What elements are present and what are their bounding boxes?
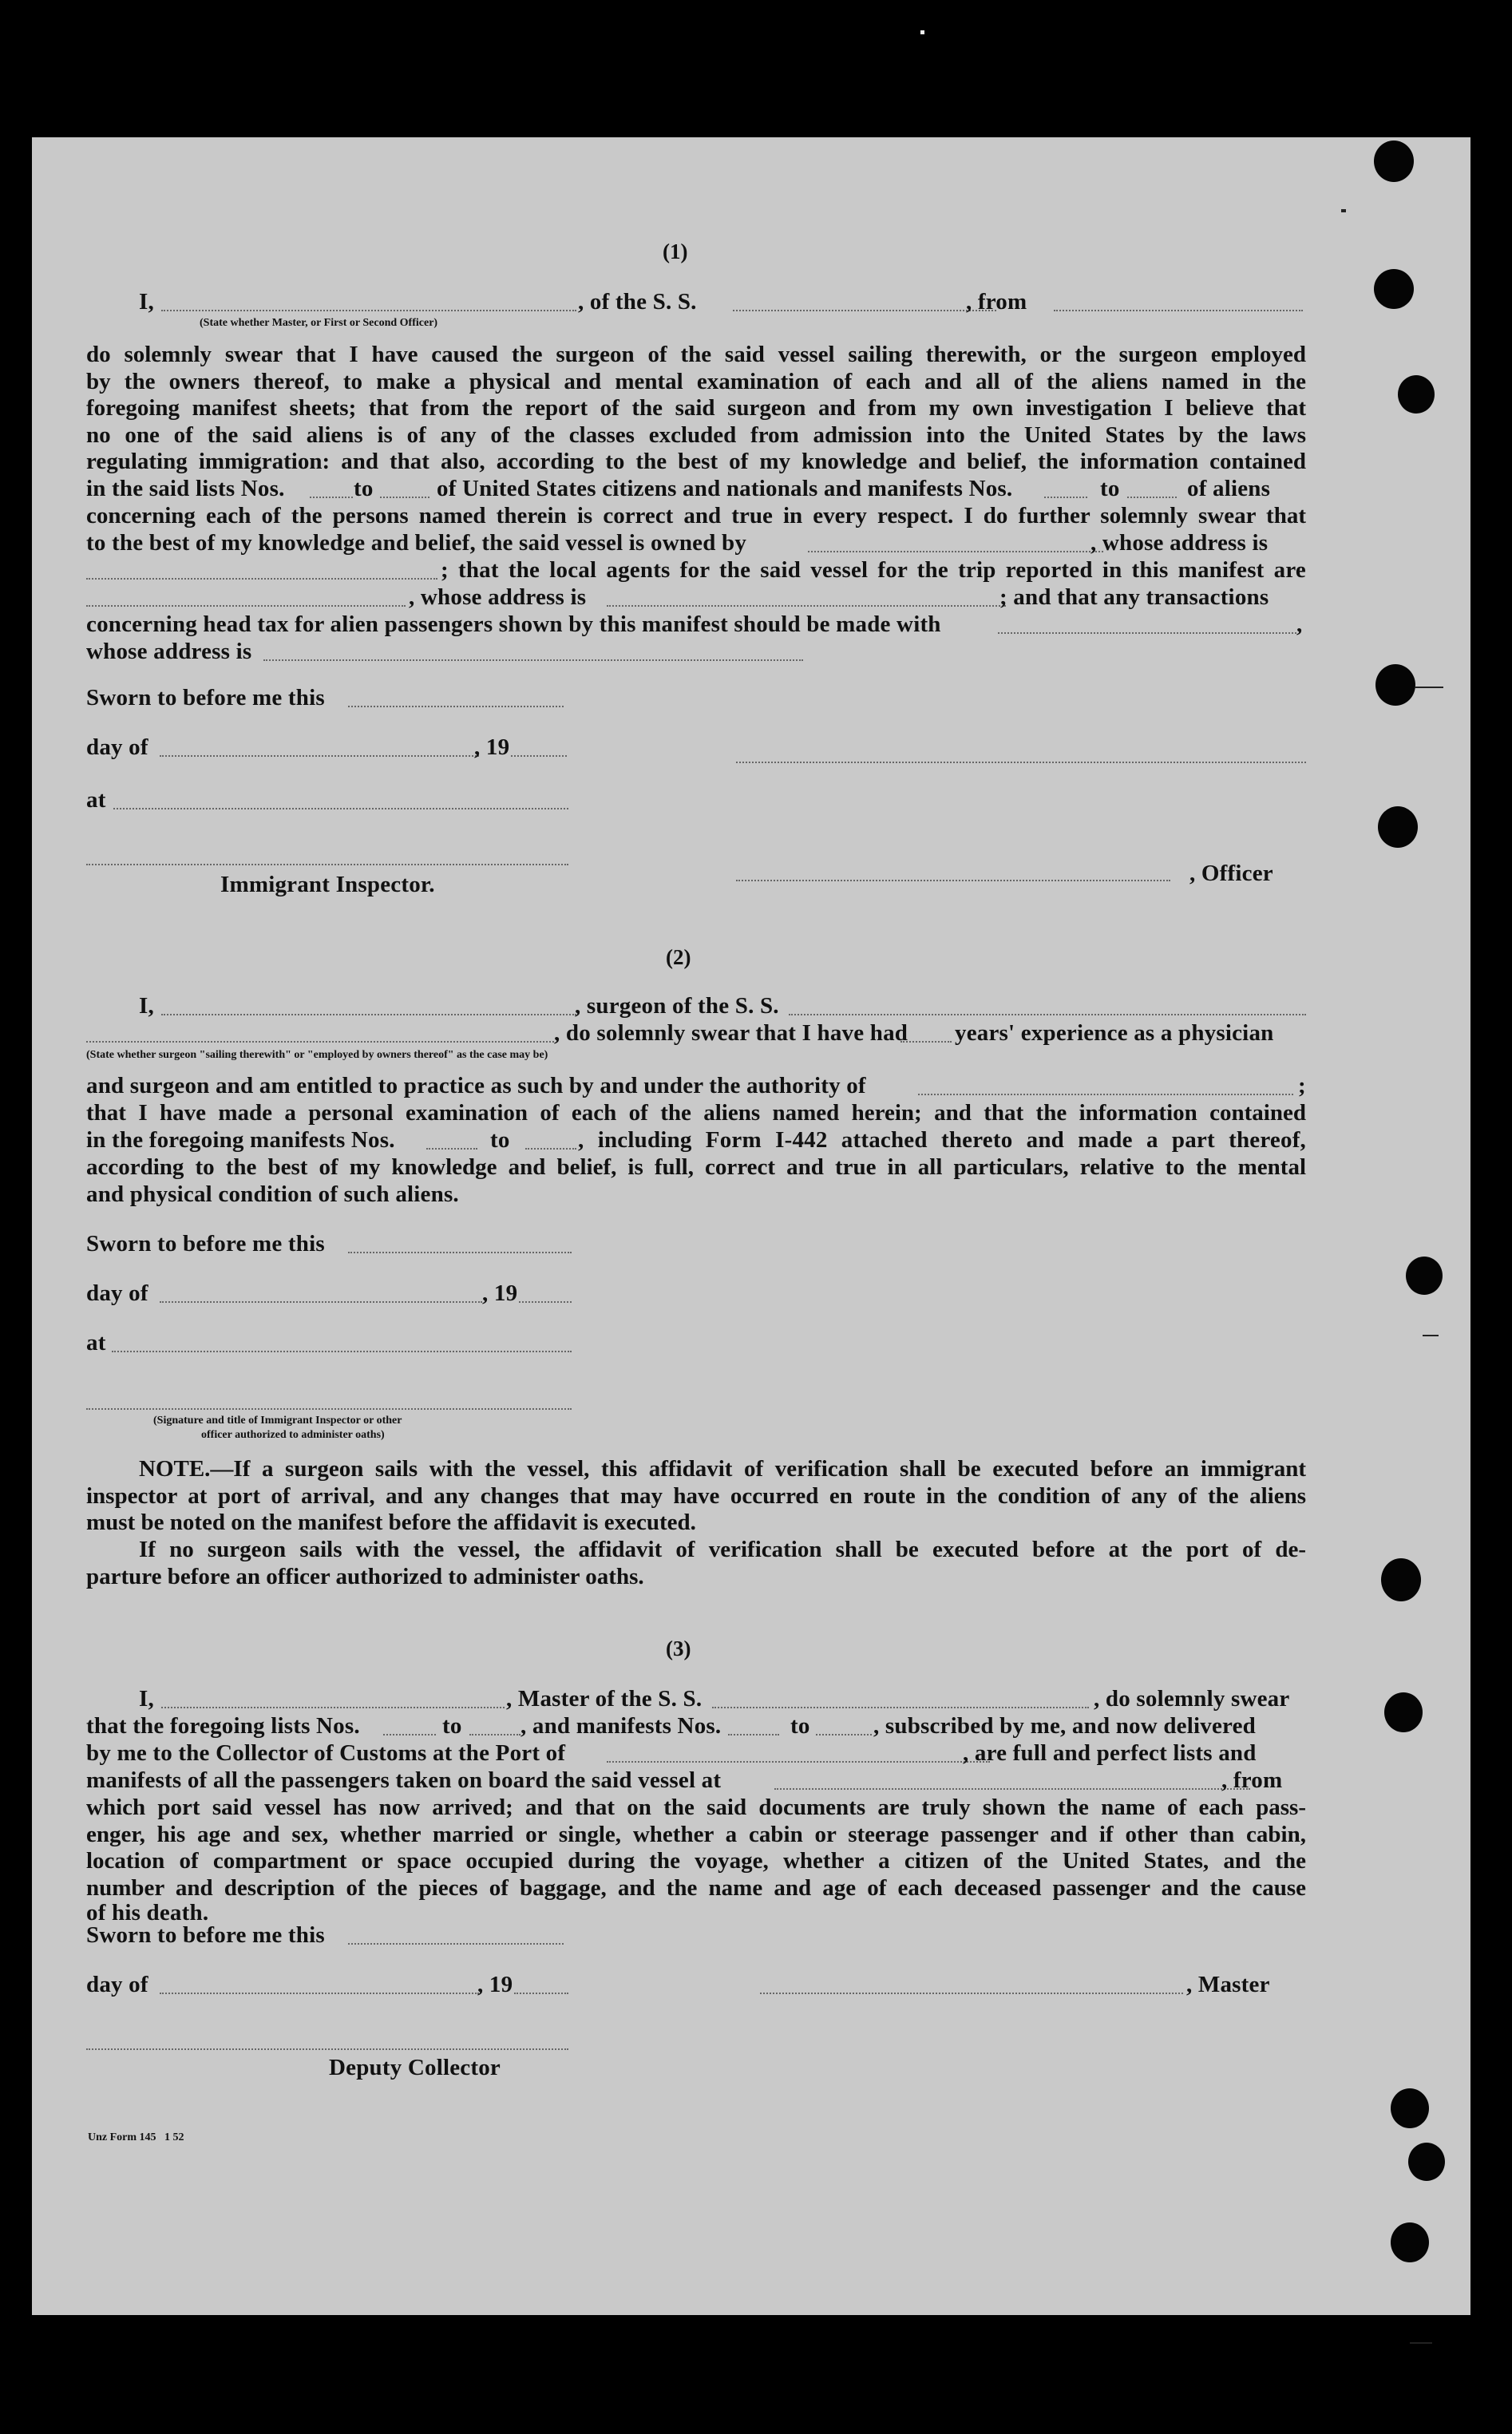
s3-l2a: that the foregoing lists Nos. xyxy=(86,1713,360,1739)
s3-para-line: enger, his age and sex, whether married or single, whether a cabin or steerage passenger and if other than cabin, xyxy=(86,1821,1306,1847)
s2-note-line: parture before an officer authorized to administer oaths. xyxy=(86,1563,644,1589)
s2-year-line xyxy=(519,1301,572,1303)
s1-at-line xyxy=(113,808,568,809)
s2-according xyxy=(86,1154,1306,1181)
binder-hole xyxy=(1391,2222,1429,2262)
s3-port-line xyxy=(607,1761,990,1763)
s3-para-last: of his death. xyxy=(86,1900,209,1925)
s2-manifests-a: in the foregoing manifests Nos. xyxy=(86,1127,395,1153)
s1-from: , from xyxy=(966,289,1027,315)
s2-surgeon-note: (State whether surgeon "sailing therewith" or "employed by owners thereof" as the case may be) xyxy=(86,1049,548,1061)
s1-lists-from-line xyxy=(310,497,353,498)
s1-inspector-line xyxy=(86,864,568,865)
s1-manifests-from-line xyxy=(1044,497,1087,498)
s1-para-line: by the owners thereof, to make a physical and mental examination of each and all of the aliens named in the xyxy=(86,368,1306,394)
s3-master: , Master of the S. S. xyxy=(506,1686,703,1712)
s2-authority: and surgeon and am entitled to practice as such by and under the authority of xyxy=(86,1073,866,1098)
s3-deputy: Deputy Collector xyxy=(329,2055,501,2080)
binder-hole xyxy=(1391,2088,1429,2128)
s1-lists-e: of aliens xyxy=(1187,476,1271,501)
s1-agents: ; that the local agents for the said vessel for the trip reported in this manifest are xyxy=(441,557,1306,583)
s1-concerning xyxy=(86,503,1306,530)
s3-name-line xyxy=(161,1707,505,1708)
s2-19: , 19 xyxy=(482,1280,518,1306)
s1-para-line: foregoing manifest sheets; that from the report of the said surgeon and from my own investigation I believe that xyxy=(86,395,1306,421)
s2-at: at xyxy=(86,1330,106,1356)
s1-at: at xyxy=(86,787,106,813)
s2-i: I, xyxy=(139,993,154,1019)
s2-note-2 xyxy=(86,1537,1306,1590)
s2-authority-semi: ; xyxy=(1298,1073,1306,1098)
s1-officer: , Officer xyxy=(1189,861,1273,886)
s3-lists-to-line xyxy=(469,1734,520,1735)
binder-hole xyxy=(1378,806,1418,848)
s1-of-ss: , of the S. S. xyxy=(578,289,697,315)
s2-note-line: must be noted on the manifest before the affidavit is executed. xyxy=(86,1510,696,1535)
s1-owner-address-line xyxy=(86,578,437,580)
binder-hole xyxy=(1374,140,1414,182)
scan-speck xyxy=(1410,2342,1432,2344)
s1-from-line xyxy=(1054,310,1303,311)
s1-headtax: concerning head tax for alien passengers shown by this manifest should be made with xyxy=(86,611,941,637)
s3-l3b: , are full and perfect lists and xyxy=(963,1740,1257,1766)
s2-note-line: NOTE.—If a surgeon sails with the vessel, this affidavit of verification shall be executed before an immigrant xyxy=(139,1456,1306,1482)
s3-para-line: location of compartment or space occupied during the voyage, whether a citizen of the United States, and the xyxy=(86,1848,1306,1874)
s3-swear: , do solemnly swear xyxy=(1094,1686,1290,1712)
s3-day-line xyxy=(160,1993,479,1994)
section-2-heading: (2) xyxy=(666,945,691,969)
s2-years: years' experience as a physician xyxy=(955,1020,1274,1046)
s3-para-line: number and description of the pieces of baggage, and the name and age of each deceased passenger and the cause xyxy=(86,1874,1306,1901)
s1-lists-to-line xyxy=(380,497,429,498)
s2-physical: and physical condition of such aliens. xyxy=(86,1181,459,1207)
s1-agent-address-line xyxy=(607,605,1006,607)
s1-manifests-to-line xyxy=(1127,497,1177,498)
s2-manifests-from-line xyxy=(426,1148,477,1150)
s2-note-1 xyxy=(86,1456,1306,1537)
s3-19: , 19 xyxy=(477,1972,513,1997)
s1-lists-c: of United States citizens and nationals and manifests Nos. xyxy=(437,476,1013,501)
s3-dayof: day of xyxy=(86,1972,148,1997)
scan-speck xyxy=(1423,1335,1439,1336)
s1-owned-b: , whose address is xyxy=(1090,530,1269,556)
s1-signature-line xyxy=(736,762,1306,763)
s1-whose-a: , whose address is xyxy=(409,584,587,610)
s1-sworn: Sworn to before me this xyxy=(86,685,325,710)
s1-headtax-comma: , xyxy=(1296,611,1303,637)
binder-hole xyxy=(1406,1257,1443,1295)
s1-lists-b: to xyxy=(354,476,374,501)
s3-vessel-line xyxy=(712,1707,1089,1708)
scan-speck xyxy=(920,30,924,34)
s3-l4a: manifests of all the passengers taken on board the said vessel at xyxy=(86,1767,722,1793)
s3-l2c: , and manifests Nos. xyxy=(520,1713,722,1739)
s3-boarded-at-line xyxy=(774,1788,1250,1790)
s3-l4b: , from xyxy=(1221,1767,1283,1793)
s1-year-line xyxy=(511,755,567,757)
s3-manifests-to-line xyxy=(816,1734,872,1735)
s1-para-line: no one of the said aliens is of any of the classes excluded from admission into the United States by the laws xyxy=(86,421,1306,448)
s3-l2d: to xyxy=(790,1713,810,1739)
s1-officer-name-line xyxy=(161,310,576,311)
s3-l3a: by me to the Collector of Customs at the Port of xyxy=(86,1740,566,1766)
s3-master-sig: , Master xyxy=(1186,1972,1270,1997)
s1-owned-a: to the best of my knowledge and belief, the said vessel is owned by xyxy=(86,530,747,556)
section-3-heading: (3) xyxy=(666,1637,691,1660)
scan-speck xyxy=(1341,209,1346,212)
s1-i: I, xyxy=(139,289,154,315)
s1-officer-line xyxy=(736,880,1170,881)
s2-according-line: according to the best of my knowledge and belief, is full, correct and true in all particulars, relative to the mental xyxy=(86,1154,1306,1180)
binder-hole xyxy=(1408,2143,1445,2181)
s1-day-line xyxy=(160,755,479,757)
binder-hole xyxy=(1384,1692,1423,1732)
form-id: Unz Form 145 1 52 xyxy=(88,2131,184,2143)
s3-l2e: , subscribed by me, and now delivered xyxy=(873,1713,1256,1739)
s1-vessel-line xyxy=(733,310,996,311)
s3-l2b: to xyxy=(442,1713,462,1739)
s2-dayof: day of xyxy=(86,1280,148,1306)
s2-personal-line: that I have made a personal examination of each of the aliens named herein; and that the information contained xyxy=(86,1100,1306,1126)
s2-personal xyxy=(86,1100,1306,1127)
s1-lists-d: to xyxy=(1100,476,1120,501)
s1-dayof: day of xyxy=(86,734,148,760)
s1-paragraph xyxy=(86,342,1306,476)
s3-sworn-line xyxy=(348,1943,564,1945)
s1-headtax-address-line xyxy=(263,659,803,661)
s2-at-line xyxy=(112,1351,572,1352)
scan-speck xyxy=(1415,687,1443,688)
s1-concerning-line: concerning each of the persons named therein is correct and true in every respect. I do further solemnly swear that xyxy=(86,503,1306,528)
s3-paragraph xyxy=(86,1795,1306,1902)
s1-sworn-line xyxy=(348,706,564,707)
s1-whose-last: whose address is xyxy=(86,639,252,664)
s1-para-line: regulating immigration: and that also, according to the best of my knowledge and belief, the information contained xyxy=(86,449,1306,474)
s2-day-line xyxy=(160,1301,482,1303)
section-1-heading: (1) xyxy=(663,239,688,263)
s2-manifests-c: , including Form I-442 attached thereto and made a part thereof, xyxy=(578,1127,1306,1153)
form-page xyxy=(32,137,1470,2315)
s1-officer-note: (State whether Master, or First or Second Officer) xyxy=(200,317,438,329)
binder-hole xyxy=(1398,375,1435,414)
s2-sailing-line xyxy=(86,1041,554,1043)
s1-inspector: Immigrant Inspector. xyxy=(220,872,435,897)
binder-hole xyxy=(1381,1558,1421,1601)
s2-swear: , do solemnly swear that I have had xyxy=(554,1020,908,1046)
s2-name-line xyxy=(161,1014,576,1015)
s2-note-line: If no surgeon sails with the vessel, the affidavit of verification shall be executed before at the port of de- xyxy=(139,1537,1306,1562)
binder-hole xyxy=(1374,269,1414,309)
s1-para-line: do solemnly swear that I have caused the surgeon of the said vessel sailing therewith, or the surgeon employed xyxy=(86,342,1306,367)
binder-hole xyxy=(1375,664,1415,706)
s1-owner-line xyxy=(808,551,1103,552)
s2-manifests-to-line xyxy=(525,1148,576,1150)
s1-19: , 19 xyxy=(474,734,510,760)
s1-agent-line xyxy=(86,605,406,607)
s3-master-line xyxy=(760,1993,1183,1994)
s3-sworn: Sworn to before me this xyxy=(86,1922,325,1948)
s1-whose-b: ; and that any transactions xyxy=(999,584,1269,610)
s3-i: I, xyxy=(139,1686,154,1712)
s2-vessel-line xyxy=(789,1014,1306,1015)
s2-signature-line xyxy=(86,1408,572,1410)
s3-deputy-line xyxy=(86,2048,568,2050)
s3-para-line: which port said vessel has now arrived; and that on the said documents are truly shown the name of each pass- xyxy=(86,1795,1306,1820)
s2-surgeon: , surgeon of the S. S. xyxy=(575,993,779,1019)
s1-lists-a: in the said lists Nos. xyxy=(86,476,285,501)
s2-years-line xyxy=(900,1041,952,1043)
s1-headtax-line xyxy=(998,632,1296,634)
s2-sworn-line xyxy=(348,1252,572,1253)
s3-manifests-from-line xyxy=(728,1734,779,1735)
s2-manifests-b: to xyxy=(490,1127,510,1153)
s3-lists-from-line xyxy=(383,1734,436,1735)
s3-year-line xyxy=(514,1993,568,1994)
s2-note-line: inspector at port of arrival, and any changes that may have occurred en route in the condition of any of the aliens xyxy=(86,1482,1306,1509)
s2-sig-note-1: (Signature and title of Immigrant Inspector or other xyxy=(153,1415,402,1427)
s2-sig-note-2: officer authorized to administer oaths) xyxy=(201,1429,385,1441)
s2-sworn: Sworn to before me this xyxy=(86,1231,325,1257)
s2-authority-line xyxy=(918,1094,1293,1095)
